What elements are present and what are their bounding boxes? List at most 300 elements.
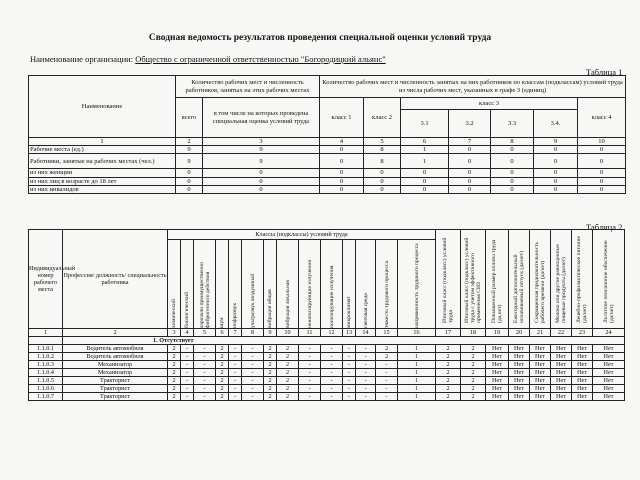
t2-cell: Нет xyxy=(572,369,593,377)
t2-cell: 2 xyxy=(264,393,277,401)
t1-cell: 0 xyxy=(320,146,364,154)
t2-cell: Нет xyxy=(593,377,625,385)
t2-cell: Нет xyxy=(530,393,551,401)
t2-cell: Нет xyxy=(572,353,593,361)
t2-header-profession: Профессия/ должность/ специальность работника xyxy=(63,230,168,329)
t2-cell: Нет xyxy=(593,385,625,393)
t2-cell: - xyxy=(343,393,356,401)
t2-cell: - xyxy=(181,369,194,377)
t1-cell: 0 xyxy=(449,154,491,169)
t2-workplace-id: 1.1.0.5 xyxy=(29,377,63,385)
t1-cell: 0 xyxy=(491,177,534,185)
t2-cell: Нет xyxy=(593,393,625,401)
t1-cell: 0 xyxy=(176,185,203,193)
t2-cell: 2 xyxy=(436,345,461,353)
t2-factor-header: вибрация общая xyxy=(267,289,273,328)
t2-cell: 2 xyxy=(376,353,398,361)
t2-colnum: 1 xyxy=(29,329,63,337)
t2-colnum: 15 xyxy=(376,329,398,337)
t2-cell: - xyxy=(181,393,194,401)
t2-cell: Нет xyxy=(486,345,509,353)
t2-cell: - xyxy=(356,361,376,369)
t2-colnum: 4 xyxy=(181,329,194,337)
t1-cell: 9 xyxy=(176,146,203,154)
t2-workplace-id: 1.1.0.7 xyxy=(29,393,63,401)
t2-cell: 1 xyxy=(398,353,436,361)
t2-cell: - xyxy=(229,345,242,353)
table-row xyxy=(29,353,625,361)
t2-cell: - xyxy=(343,385,356,393)
t2-cell: Нет xyxy=(551,369,572,377)
t2-cell: 2 xyxy=(461,385,486,393)
t2-colnum: 8 xyxy=(242,329,264,337)
t2-cell: Нет xyxy=(551,393,572,401)
t2-cell: - xyxy=(194,345,216,353)
t2-cell: 2 xyxy=(216,361,229,369)
t2-cell: 2 xyxy=(277,345,299,353)
t1-cell: 0 xyxy=(203,177,320,185)
t2-cell: Нет xyxy=(509,361,530,369)
t2-cell: - xyxy=(356,377,376,385)
t2-cell: 2 xyxy=(264,361,277,369)
t1-colnum: 9 xyxy=(534,138,578,146)
t2-cell: - xyxy=(356,393,376,401)
t1-cell: 9 xyxy=(176,154,203,169)
t2-cell: Нет xyxy=(551,361,572,369)
t2-cell: 2 xyxy=(216,385,229,393)
t1-row-label: Рабочие места (ед.) xyxy=(29,146,176,154)
t2-cell: - xyxy=(194,393,216,401)
t2-cell: Нет xyxy=(572,377,593,385)
t2-workplace-id: 1.1.0.2 xyxy=(29,353,63,361)
t1-cell: 0 xyxy=(491,146,534,154)
t1-column-numbers xyxy=(29,138,626,146)
t2-cell: Нет xyxy=(572,345,593,353)
t2-cell: 2 xyxy=(216,393,229,401)
t2-cell: - xyxy=(242,345,264,353)
t1-cell: 0 xyxy=(176,177,203,185)
t1-cell: 0 xyxy=(491,185,534,193)
t2-factor-header: напряженность трудового процесса xyxy=(413,243,420,328)
t2-colnum: 18 xyxy=(461,329,486,337)
t2-cell: Нет xyxy=(572,361,593,369)
t2-cell: - xyxy=(321,377,343,385)
t1-row xyxy=(29,154,626,169)
t2-cell: Нет xyxy=(486,361,509,369)
t1-cell: 9 xyxy=(203,154,320,169)
t2-factor-header: аэрозоли преимущественно фиброгенного действия xyxy=(198,262,211,328)
workplace-table xyxy=(28,229,625,401)
t1-cell: 0 xyxy=(534,177,578,185)
t2-cell: - xyxy=(299,393,321,401)
t1-header-total: всего xyxy=(176,98,203,138)
t2-colnum: 5 xyxy=(194,329,216,337)
t2-profession: Водитель автомобиля xyxy=(63,353,168,361)
t1-cell: 0 xyxy=(401,169,449,177)
t1-cell: 0 xyxy=(320,169,364,177)
t2-cell: - xyxy=(242,369,264,377)
t2-cell: 2 xyxy=(277,377,299,385)
t2-factor-header: световая среда xyxy=(362,293,369,328)
t2-cell: 2 xyxy=(168,385,181,393)
t1-header-3-3: 3.3 xyxy=(491,110,534,138)
t1-colnum: 10 xyxy=(578,138,626,146)
t2-cell: 2 xyxy=(436,377,461,385)
table-row xyxy=(29,377,625,385)
t2-profession: Тракторист xyxy=(63,385,168,393)
t1-header-3-4: 3.4. xyxy=(534,110,578,138)
t2-cell: - xyxy=(229,361,242,369)
t2-cell: 2 xyxy=(216,353,229,361)
t2-cell: - xyxy=(376,369,398,377)
t2-colnum: 22 xyxy=(551,329,572,337)
t2-workplace-id: 1.1.0.3 xyxy=(29,361,63,369)
t2-profession: Механизатор xyxy=(63,369,168,377)
t2-cell: - xyxy=(376,393,398,401)
t2-cell: - xyxy=(343,369,356,377)
t1-cell: 0 xyxy=(534,169,578,177)
t1-row-label: из них лиц в возрасте до 18 лет xyxy=(29,177,176,185)
t2-cell: 2 xyxy=(461,377,486,385)
t2-header-pension: Льготное пенсионное обеспечение (да/нет) xyxy=(602,240,615,323)
t2-workplace-id: 1.1.0.1 xyxy=(29,345,63,353)
t1-cell: 8 xyxy=(364,154,401,169)
t2-cell: 2 xyxy=(264,353,277,361)
t2-profession: Тракторист xyxy=(63,377,168,385)
t2-cell: - xyxy=(299,369,321,377)
t2-cell: Нет xyxy=(486,385,509,393)
t2-colnum: 14 xyxy=(356,329,376,337)
t1-header-workplaces: Количество рабочих мест и численность работников, занятых на этих рабочих местах xyxy=(176,76,320,98)
t2-cell: Нет xyxy=(551,353,572,361)
t2-cell: 2 xyxy=(277,369,299,377)
t1-cell: 0 xyxy=(449,169,491,177)
t2-workplace-id: 1.1.0.6 xyxy=(29,385,63,393)
t2-cell: Нет xyxy=(593,345,625,353)
t2-cell: Нет xyxy=(572,385,593,393)
t2-cell: - xyxy=(356,353,376,361)
t2-cell: - xyxy=(242,377,264,385)
t2-cell: Нет xyxy=(593,361,625,369)
t2-header-total-class-siz: Итоговый класс (подкласс) условий труда с учетом эффективного применения СИЗ xyxy=(464,237,483,323)
t2-cell: Нет xyxy=(509,345,530,353)
t2-cell: Нет xyxy=(530,345,551,353)
t2-cell: - xyxy=(376,385,398,393)
t1-cell: 0 xyxy=(491,169,534,177)
t2-cell: 2 xyxy=(264,377,277,385)
t2-cell: Нет xyxy=(551,345,572,353)
t2-cell: Нет xyxy=(572,393,593,401)
t2-cell: - xyxy=(321,361,343,369)
t2-cell: - xyxy=(194,361,216,369)
t1-colnum: 3 xyxy=(203,138,320,146)
table-row xyxy=(29,369,625,377)
t2-colnum: 9 xyxy=(264,329,277,337)
t2-cell: Нет xyxy=(486,369,509,377)
table-row xyxy=(29,345,625,353)
t2-header-food: Лечебно-профилактическое питание (да/нет) xyxy=(576,235,589,323)
t1-header-classes: Количество рабочих мест и численность занятых на них работников по классам (подклассам) условий труда из числа рабочих мест, указанных в графе 3 (единиц) xyxy=(320,76,626,98)
organization-name: Общество с ограниченной ответственностью "Богородицкий альянс" xyxy=(135,54,386,64)
t2-colnum: 24 xyxy=(593,329,625,337)
t2-cell: - xyxy=(356,345,376,353)
table1-caption: Таблица 1 xyxy=(586,67,623,77)
t1-cell: 0 xyxy=(578,177,626,185)
t1-cell: 0 xyxy=(203,169,320,177)
t2-cell: - xyxy=(229,353,242,361)
t1-header-assessed: в том числе на которых проведена специальная оценка условий труда xyxy=(203,98,320,138)
t2-cell: 2 xyxy=(168,369,181,377)
table2-caption: Таблица 2 xyxy=(586,222,623,232)
t1-cell: 0 xyxy=(401,185,449,193)
t2-cell: - xyxy=(229,369,242,377)
t2-cell: 2 xyxy=(264,385,277,393)
t2-cell: Нет xyxy=(509,385,530,393)
table-row xyxy=(29,361,625,369)
t2-cell: - xyxy=(321,353,343,361)
t2-factor-header: шум xyxy=(219,317,225,328)
t1-cell: 0 xyxy=(320,177,364,185)
t2-profession: Водитель автомобиля xyxy=(63,345,168,353)
t1-cell: 0 xyxy=(578,154,626,169)
t2-cell: - xyxy=(242,385,264,393)
t1-cell: 1 xyxy=(401,146,449,154)
t2-header-classes: Классы (подклассы) условий труда xyxy=(168,230,436,240)
t1-cell: 0 xyxy=(320,185,364,193)
t2-cell: 2 xyxy=(264,369,277,377)
t1-cell: 0 xyxy=(578,169,626,177)
t2-cell: 2 xyxy=(436,385,461,393)
t1-cell: 9 xyxy=(203,146,320,154)
t2-factor-header: микроклимат xyxy=(346,296,352,328)
t2-header-id: Индивидуальный номер рабочего места xyxy=(29,230,63,329)
t1-colnum: 6 xyxy=(401,138,449,146)
t1-header-3-1: 3.1 xyxy=(401,110,449,138)
t2-colnum: 2 xyxy=(63,329,168,337)
t2-factor-header: биологический xyxy=(184,291,190,328)
t2-cell: Нет xyxy=(509,369,530,377)
t1-header-3-2: 3.2 xyxy=(449,110,491,138)
t2-colnum: 23 xyxy=(572,329,593,337)
t2-cell: Нет xyxy=(593,369,625,377)
t2-colnum: 20 xyxy=(509,329,530,337)
t1-cell: 0 xyxy=(176,169,203,177)
t1-cell: 0 xyxy=(534,185,578,193)
t2-cell: 2 xyxy=(168,361,181,369)
t1-cell: 1 xyxy=(401,154,449,169)
t2-cell: - xyxy=(181,361,194,369)
t2-cell: - xyxy=(194,377,216,385)
t1-cell: 0 xyxy=(401,177,449,185)
t2-cell: - xyxy=(194,369,216,377)
t2-cell: - xyxy=(242,393,264,401)
t2-cell: 2 xyxy=(168,377,181,385)
t2-cell: - xyxy=(242,353,264,361)
t2-colnum: 19 xyxy=(486,329,509,337)
t1-cell: 0 xyxy=(364,169,401,177)
t1-row-label: из них инвалидов xyxy=(29,185,176,193)
t1-cell: 0 xyxy=(449,177,491,185)
table-row xyxy=(29,385,625,393)
t1-header-name: Наименование xyxy=(29,76,176,138)
t2-cell: - xyxy=(321,385,343,393)
t1-cell: 0 xyxy=(449,185,491,193)
t2-cell: 1 xyxy=(398,369,436,377)
t1-header-class4: класс 4 xyxy=(578,98,626,138)
t2-cell: - xyxy=(242,361,264,369)
t2-cell: 2 xyxy=(376,345,398,353)
t2-header-shorter-hours: Сокращенная продолжительность рабочего времени (да/нет) xyxy=(534,241,547,323)
t2-cell: 2 xyxy=(461,393,486,401)
organization-line xyxy=(30,54,386,64)
t2-cell: Нет xyxy=(509,393,530,401)
t2-cell: Нет xyxy=(486,377,509,385)
t1-colnum: 2 xyxy=(176,138,203,146)
t2-cell: 2 xyxy=(436,393,461,401)
t2-cell: 1 xyxy=(398,377,436,385)
t1-colnum: 5 xyxy=(364,138,401,146)
t1-cell: 0 xyxy=(203,185,320,193)
page-title: Сводная ведомость результатов проведения специальной оценки условий труда xyxy=(148,33,492,43)
t2-cell: - xyxy=(343,353,356,361)
t2-cell: - xyxy=(321,393,343,401)
t2-factor-header: вибрация локальная xyxy=(284,280,291,328)
t1-cell: 0 xyxy=(578,146,626,154)
t2-cell: Нет xyxy=(551,377,572,385)
t1-header-class2: класс 2 xyxy=(364,98,401,138)
t1-row xyxy=(29,177,626,185)
t2-cell: - xyxy=(229,385,242,393)
t2-cell: Нет xyxy=(530,377,551,385)
t2-factor-header: химический xyxy=(171,299,177,328)
t2-cell: - xyxy=(299,385,321,393)
t2-factor-header: инфразвук xyxy=(232,302,238,328)
t2-cell: Нет xyxy=(593,353,625,361)
t2-cell: Нет xyxy=(530,353,551,361)
t2-factor-header: тяжесть трудового процесса xyxy=(383,260,390,328)
t2-factor-header: ионизирующие излучения xyxy=(328,265,335,328)
t2-cell: 2 xyxy=(216,377,229,385)
t1-row-label: из них женщин xyxy=(29,169,176,177)
summary-table xyxy=(28,75,626,194)
t2-header-vacation: Ежегодный дополнительный оплачиваемый отпуск (да/нет) xyxy=(513,251,526,323)
t2-cell: - xyxy=(194,385,216,393)
t2-cell: - xyxy=(343,345,356,353)
t2-cell: - xyxy=(194,353,216,361)
t2-colnum: 12 xyxy=(321,329,343,337)
t2-cell: 1 xyxy=(398,393,436,401)
t1-cell: 0 xyxy=(534,146,578,154)
t2-cell: 1 xyxy=(398,361,436,369)
t2-colnum: 13 xyxy=(343,329,356,337)
t2-column-numbers xyxy=(29,329,625,337)
t1-header-class1: класс 1 xyxy=(320,98,364,138)
t2-cell: - xyxy=(181,385,194,393)
t2-colnum: 21 xyxy=(530,329,551,337)
t2-cell: 2 xyxy=(436,361,461,369)
table-row xyxy=(29,393,625,401)
t2-cell: - xyxy=(181,353,194,361)
t2-cell: 2 xyxy=(168,345,181,353)
t2-cell: - xyxy=(229,393,242,401)
t1-cell: 0 xyxy=(449,146,491,154)
t2-header-pay: Повышенный размер оплаты труда (да,нет) xyxy=(491,239,504,323)
t2-cell: Нет xyxy=(530,385,551,393)
t1-row-label: Работники, занятые на рабочих местах (чел.) xyxy=(29,154,176,169)
t2-cell: 2 xyxy=(168,353,181,361)
t2-cell: 2 xyxy=(436,369,461,377)
t2-cell: 2 xyxy=(436,353,461,361)
t2-cell: 2 xyxy=(168,393,181,401)
t2-workplace-id: 1.1.0.4 xyxy=(29,369,63,377)
t2-cell: 2 xyxy=(461,369,486,377)
t1-row xyxy=(29,169,626,177)
t2-header-total-class: Итоговый класс (подкласс) условий труда xyxy=(442,237,455,323)
t2-header-milk: Молоко или другие равноценные пищевые продукты (да/нет) xyxy=(555,244,568,323)
t2-cell: Нет xyxy=(486,393,509,401)
t2-cell: 2 xyxy=(277,385,299,393)
t2-cell: 2 xyxy=(461,353,486,361)
t2-cell: Нет xyxy=(530,361,551,369)
t1-colnum: 4 xyxy=(320,138,364,146)
t2-cell: Нет xyxy=(509,353,530,361)
t2-cell: 2 xyxy=(461,345,486,353)
t2-profession: Тракторист xyxy=(63,393,168,401)
t2-colnum: 10 xyxy=(277,329,299,337)
t2-cell: - xyxy=(376,377,398,385)
t2-cell: - xyxy=(181,345,194,353)
t2-cell: 2 xyxy=(216,345,229,353)
t1-row xyxy=(29,146,626,154)
t1-cell: 0 xyxy=(320,154,364,169)
t2-colnum: 6 xyxy=(216,329,229,337)
t2-cell: Нет xyxy=(530,369,551,377)
t2-cell: 2 xyxy=(277,393,299,401)
t2-cell: 2 xyxy=(216,369,229,377)
t2-factor-header: ультразвук воздушный xyxy=(249,273,256,328)
t2-section-title: 1. Отсутствует xyxy=(63,337,625,345)
t2-cell: - xyxy=(343,377,356,385)
t2-cell: - xyxy=(376,361,398,369)
t2-cell: 2 xyxy=(277,353,299,361)
t2-cell: - xyxy=(356,369,376,377)
t1-row xyxy=(29,185,626,193)
t2-cell: - xyxy=(321,345,343,353)
t2-colnum: 11 xyxy=(299,329,321,337)
t2-cell: 1 xyxy=(398,345,436,353)
t2-cell: - xyxy=(299,377,321,385)
t2-cell: - xyxy=(299,345,321,353)
t1-colnum: 7 xyxy=(449,138,491,146)
t2-cell: - xyxy=(343,361,356,369)
t2-colnum: 16 xyxy=(398,329,436,337)
t2-cell: - xyxy=(299,353,321,361)
t1-cell: 0 xyxy=(534,154,578,169)
t2-cell: 1 xyxy=(398,385,436,393)
t1-header-class3: класс 3 xyxy=(401,98,578,110)
t1-cell: 0 xyxy=(578,185,626,193)
t2-cell: - xyxy=(299,361,321,369)
t1-colnum: 8 xyxy=(491,138,534,146)
t2-colnum: 17 xyxy=(436,329,461,337)
t1-cell: 0 xyxy=(364,177,401,185)
t2-cell: 2 xyxy=(461,361,486,369)
t2-cell: 2 xyxy=(277,361,299,369)
t2-profession: Механизатор xyxy=(63,361,168,369)
t1-cell: 0 xyxy=(491,154,534,169)
t2-cell: - xyxy=(321,369,343,377)
t2-cell: Нет xyxy=(551,385,572,393)
